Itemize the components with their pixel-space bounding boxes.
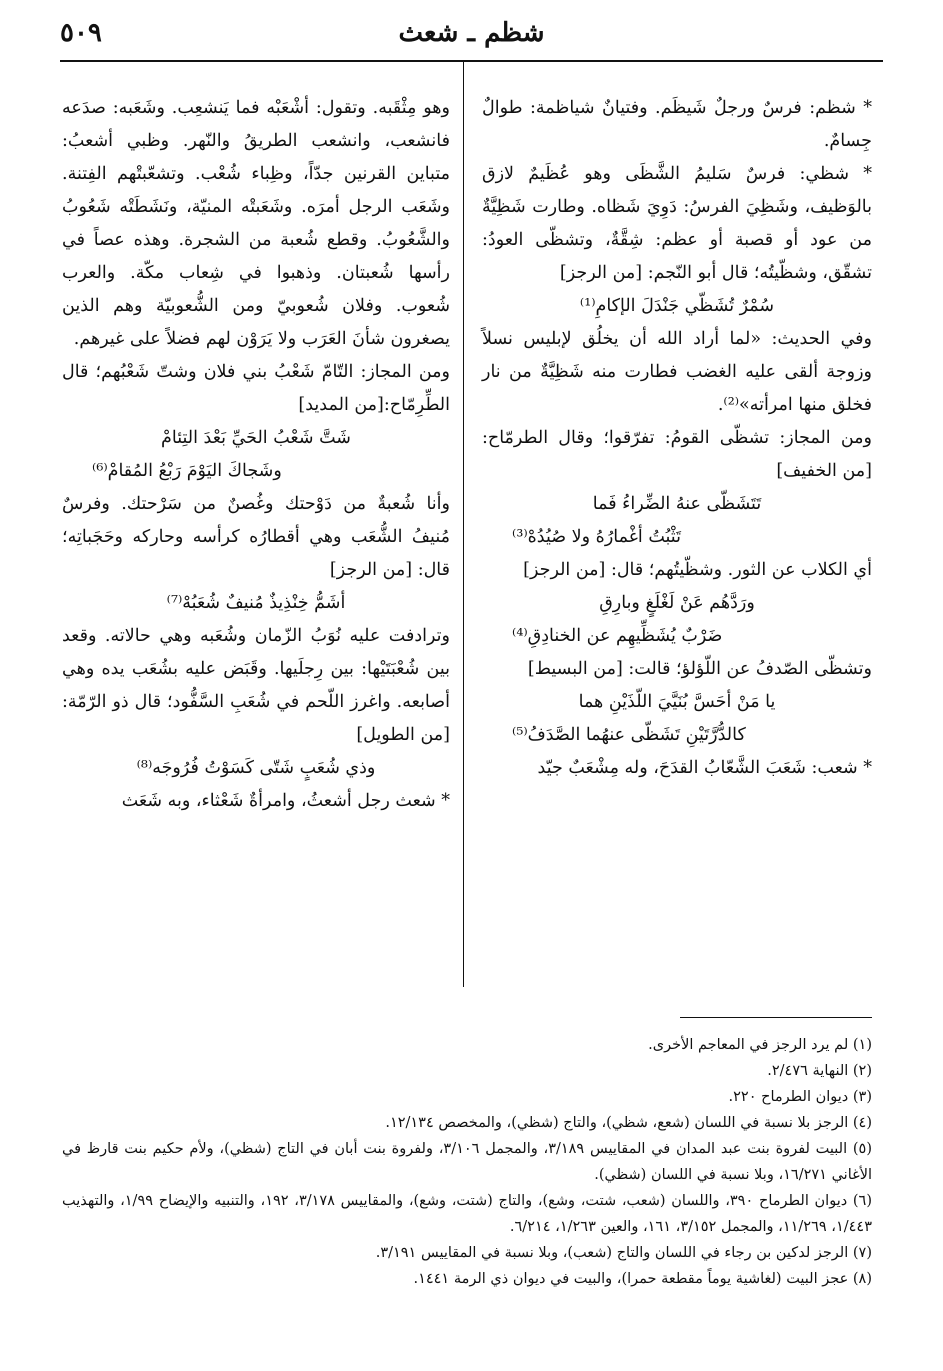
footnote: (٦) ديوان الطرماح ٣٩٠، واللسان (شعب، شتت، وشع)، والتاج (شتت، وشع)، والمقاييس ٣/١٧٨، ١٩٢، والتنبيه والإيضاح ١/٩٩، والتهذيب ١/٤٤٣، ١١/٢٦٩، والمجمل ٣/١٥٢، ١٦١، والعين ١/٢٦٣، ٦/٢١٤. — [62, 1193, 873, 1235]
verse-line: تَتَشَظّى عنهُ الضِّراءُ فَما — [592, 494, 762, 514]
verse-line: تَثْبُتُ أغْمارُهُ ولا صُيُدُهْ⁽³⁾ — [512, 527, 681, 547]
right-column — [482, 92, 872, 785]
footnote: (٨) عجز البيت (لغاشية يوماً مقطعة حمرا)، والبيت في ديوان ذي الرمة ١٤٤١. — [413, 1271, 872, 1287]
left-column — [62, 92, 450, 818]
footnote-rule — [680, 1017, 872, 1018]
footnote: (٥) البيت لفروة بنت عبد المدان في المقاييس ٣/١٨٩، والمجمل ٣/١٠٦، ولفروة بنت أبان في التاج (شظي)، ولأم حكيم بنت قارظ في الأغاني ١٦/٢٧١، وبلا نسبة في اللسان (شظي). — [62, 1141, 872, 1183]
paragraph: وترادفت عليه نُوَبُ الزّمان وشُعَبه وهي حالاته. وقعد بين شُعْبَتَيْها: بين رِجلَيها. وقَبَض عليه بشُعَب يده وهي أصابعه. واغرز اللّحم في شُعَبِ السَّفُّود؛ قال ذو الرّمّة: [من الطويل] — [62, 626, 450, 745]
entry-shaath: * شعث رجل أشعثُ، وامرأةٌ شَعْثاء، وبه شَعَث — [121, 791, 450, 811]
paragraph: وتشظّى الصّدفُ عن اللّؤلؤ؛ قالت: [من البسيط] — [527, 659, 872, 679]
verse-line: سُمْرٌ تُشَظّي جَنْدَلَ الإكامِ⁽¹⁾ — [579, 296, 775, 316]
verse-line: ورَدَّهُم عَنْ لَغْلَغٍ وبارِقِ — [599, 593, 755, 613]
verse-line: أشَمُّ خِنْذِيذٌ مُنيفٌ شُعَبُهْ⁽⁷⁾ — [166, 593, 346, 613]
footnote: (٣) ديوان الطرماح ٢٢٠. — [728, 1089, 872, 1105]
entry-shaab: * شعب: شَعَبَ الشَّعّابُ القدَحَ، وله مِشْعَبٌ جيّد — [537, 758, 872, 778]
verse-line: وشَجاكَ اليَوْمَ رَبْعُ المُقامْ⁽⁶⁾ — [92, 461, 282, 481]
paragraph: وأنا شُعبةٌ من دَوْحتك وغُصنٌ من سَرْحتك. وفرسٌ مُنيفُ الشُّعَب وهي أقطارُه كرأسه وحاركه وحَجَباتِه؛ قال: [من الرجز] — [62, 494, 450, 580]
paragraph: وفي الحديث: «لما أراد الله أن يخلُق لإبليس نسلاً وزوجة ألقى عليه الغضب فطارت منه شَظِيَّةٌ من نار فخلق منها امرأته»⁽²⁾. — [482, 329, 872, 415]
entry-shazi: * شظي: فرسٌ سَليمُ الشَّظَى وهو عُظَيمٌ لازق بالوَظيف، وشَظِيَ الفرسُ: دَوِيَ شَظاه. وطارت شَظِيَّةٌ من عود أو قصبة أو عظم: شِقَّةٌ، وتشظّى العودُ: تشقّق، وشظّيتُه؛ قال أبو النّجم: [من الرجز] — [482, 164, 872, 283]
paragraph: أي الكلاب عن الثور. وشظّيتُهم؛ قال: [من الرجز] — [523, 560, 872, 580]
page-number: ٥٠٩ — [60, 18, 102, 48]
header-title: شظم ـ شعث — [398, 18, 545, 48]
paragraph: ومن المجاز: تشظّى القومُ: تفرّقوا؛ وقال الطرمّاح: [من الخفيف] — [482, 428, 872, 481]
footnote: (٢) النهاية ٢/٤٧٦. — [767, 1063, 872, 1079]
footnote: (٤) الرجز بلا نسبة في اللسان (شعع، شظي)، والتاج (شظي)، والمخصص ١٢/١٣٤. — [385, 1115, 872, 1131]
verse-line: كالدُّرَّتَيْنِ تَشَظّى عنهُما الصَّدَفُ⁽⁵⁾ — [512, 725, 746, 745]
footnotes — [62, 1032, 872, 1292]
entry-shazm: * شظم: فرسٌ ورجلٌ شَيظَم. وفتيانٌ شياظمة: طوالٌ جِسامٌ. — [482, 98, 872, 151]
verse-line: ضَرْبٌ يُشَظِّيهِم عن الخنادِقِ⁽⁴⁾ — [512, 626, 723, 646]
verse-line: شَتَّ شَعْبُ الحَيِّ بَعْدَ التِئامْ — [161, 428, 351, 448]
paragraph: وهو مِثْقَبه. وتقول: أشْعَبْه فما يَنشعِب. وشَعَبه: صدَعه فانشعب، وانشعب الطريقُ والنّهر. وظبي أشعبُ: متباين القرنين جدّاً، وظِباء شُعْب. وتشعّبتْهم الفِتنة. وشَعَب الرجل أمرَه. وشَعَبتْه المنيّة، ونَشَطَتْه شَعُوبُ والشَّعُوبُ. وقطع شُعبة من الشجرة. وهذه عصاً في رأسها شُعبتان. وذهبوا في شِعاب مكّة. والعرب شُعوب. وفلان شُعوبيّ ومن الشُّعوبيّة وهم الذين يصغرون شأنَ العَرَب ولا يَرَوْن لهم فضلاً على غيرهم. — [62, 98, 450, 349]
running-header — [60, 18, 883, 60]
header-rule — [60, 60, 883, 62]
footnote: (٧) الرجز لدكين بن رجاء في اللسان والتاج (شعب)، وبلا نسبة في المقاييس ٣/١٩١. — [375, 1245, 872, 1261]
verse-line: يا مَنْ أحَسَّ بُنَيَّيَ اللّذَيْنِ هما — [578, 692, 776, 712]
verse-line: وذي شُعَبٍ شَتّى كَسَوْتُ فُرُوجَه⁽⁸⁾ — [136, 758, 376, 778]
column-divider — [463, 62, 464, 987]
footnote: (١) لم يرد الرجز في المعاجم الأخرى. — [648, 1037, 872, 1053]
paragraph: ومن المجاز: التّامّ شَعْبُ بني فلان وشتّ شَعْبُهم؛ قال الطِّرِمّاح:[من المديد] — [62, 362, 450, 415]
